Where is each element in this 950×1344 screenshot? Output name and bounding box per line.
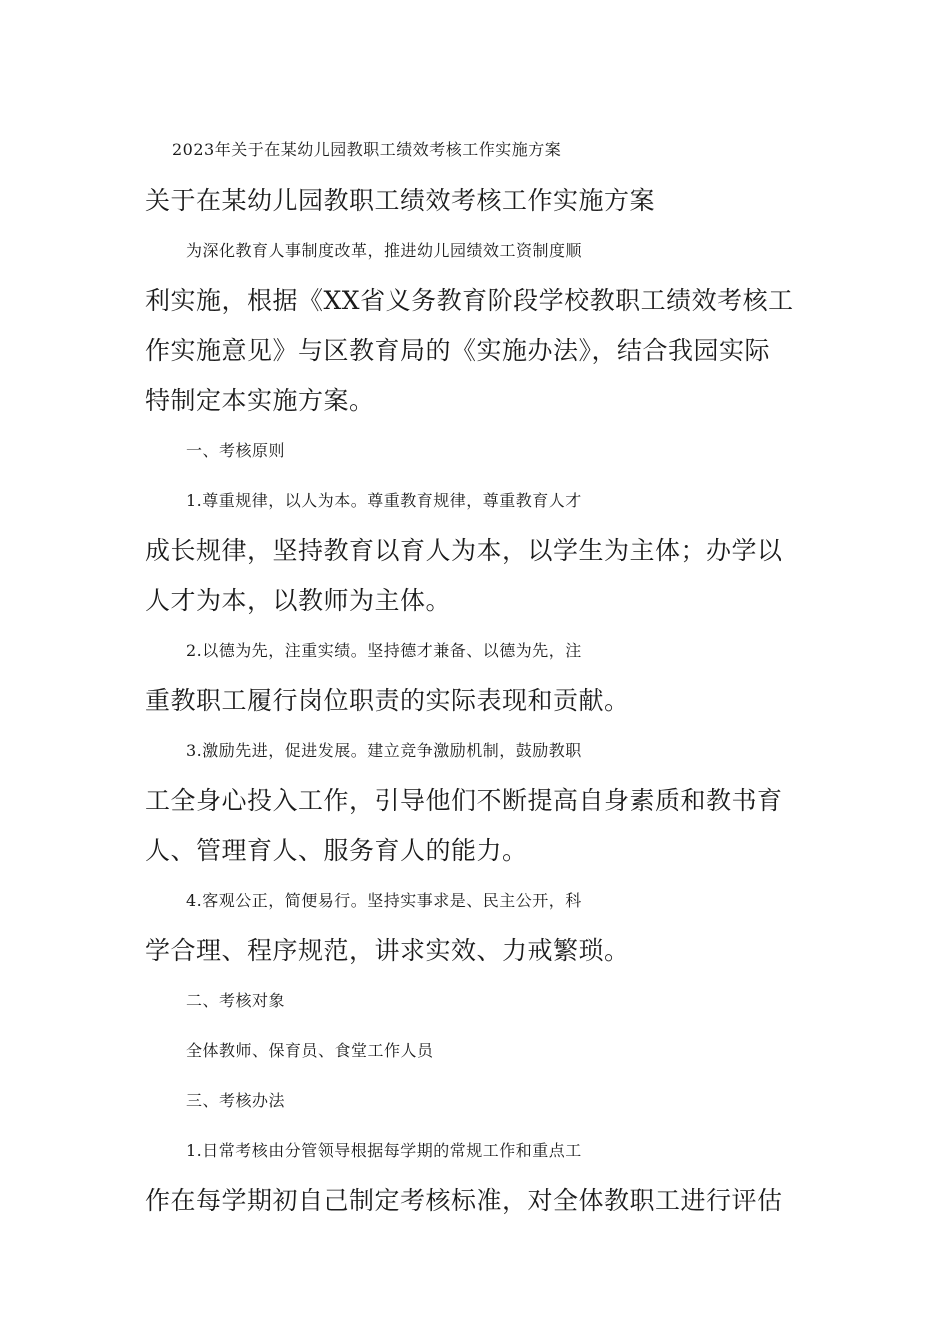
paragraph-line: 3.激励先进，促进发展。建立竞争激励机制，鼓励教职: [186, 741, 582, 760]
paragraph-line: 作在每学期初自己制定考核标准，对全体教职工进行评估: [145, 1186, 783, 1215]
paragraph-line: 成长规律，坚持教育以育人为本，以学生为主体；办学以: [145, 536, 783, 565]
paragraph-line: 作实施意见》与区教育局的《实施办法》，结合我园实际: [145, 336, 771, 365]
section-heading: 一、考核原则: [186, 441, 286, 460]
paragraph-line: 为深化教育人事制度改革，推进幼儿园绩效工资制度顺: [186, 241, 583, 260]
document-title: 2023年关于在某幼儿园教职工绩效考核工作实施方案: [172, 140, 562, 159]
paragraph-line: 特制定本实施方案。: [145, 386, 375, 415]
paragraph-line: 重教职工履行岗位职责的实际表现和贡献。: [145, 686, 630, 715]
paragraph-line: 2.以德为先，注重实绩。坚持德才兼备、以德为先，注: [186, 641, 582, 660]
paragraph-line: 工全身心投入工作，引导他们不断提高自身素质和教书育: [145, 786, 783, 815]
paragraph-line: 人才为本，以教师为主体。: [145, 586, 452, 615]
paragraph-line: 学合理、程序规范，讲求实效、力戒繁琐。: [145, 936, 630, 965]
paragraph-line: 利实施，根据《XX省义务教育阶段学校教职工绩效考核工: [145, 286, 794, 315]
section-heading: 三、考核办法: [186, 1091, 286, 1110]
document-subtitle: 关于在某幼儿园教职工绩效考核工作实施方案: [145, 186, 656, 215]
paragraph-line: 1.日常考核由分管领导根据每学期的常规工作和重点工: [186, 1141, 582, 1160]
paragraph-line: 1.尊重规律，以人为本。尊重教育规律，尊重教育人才: [186, 491, 582, 510]
section-heading: 二、考核对象: [186, 991, 286, 1010]
paragraph-line: 人、管理育人、服务育人的能力。: [145, 836, 528, 865]
paragraph-line: 全体教师、保育员、食堂工作人员: [186, 1041, 434, 1060]
paragraph-line: 4.客观公正，简便易行。坚持实事求是、民主公开，科: [186, 891, 582, 910]
